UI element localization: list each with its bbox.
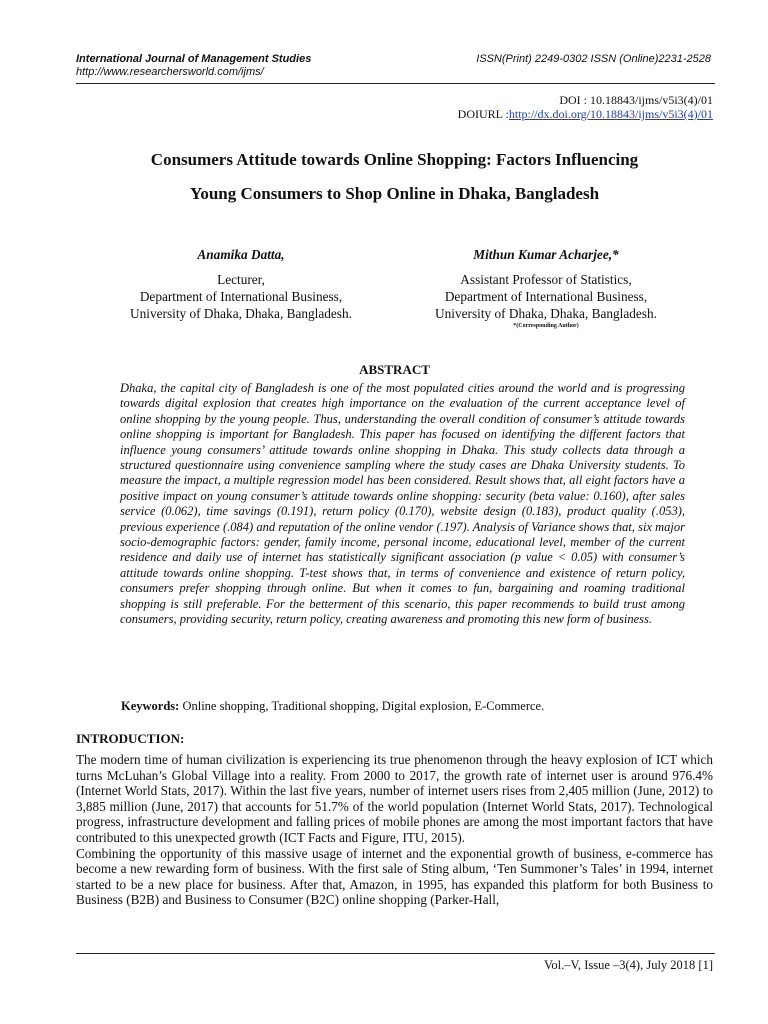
journal-name: International Journal of Management Studies — [76, 53, 312, 65]
footer-divider — [76, 953, 715, 954]
keywords — [121, 699, 544, 714]
header-divider — [76, 83, 715, 84]
author-dept: Department of International Business, — [444, 289, 648, 304]
author-name: Mithun Kumar Acharjee,* — [473, 247, 619, 262]
introduction-body — [76, 752, 713, 908]
journal-url[interactable]: http://www.researchersworld.com/ijms/ — [76, 66, 264, 78]
author-block — [100, 246, 382, 322]
title-line-1: Consumers Attitude towards Online Shopping: Factors Influencing — [150, 150, 639, 169]
doi-url-line — [458, 107, 713, 122]
author-role: Lecturer, — [217, 272, 265, 287]
author-name: Anamika Datta, — [197, 247, 285, 262]
author-block — [412, 246, 680, 330]
paragraph: The modern time of human civilization is experiencing its true phenomenon through the heavy explosion of ICT which turns McLuhan’s Global Village into a reality. From 2000 to 2017, the growth rate of internet user is around 976.4% (Internet World Stats, 2017). Within the last five years, number of internet users rises from 2,405 million (June, 2012) to 3,885 million (June, 2017) that accounts for 51.7% of the world population (Internet World Stats, 2017). Technological progress, infrastructure development and falling prices of mobile phones are among the most important factors that have contributed to this unexpected growth (ICT Facts and Figure, ITU, 2015). — [76, 752, 713, 845]
keywords-label: Keywords: — [121, 699, 180, 713]
author-univ: University of Dhaka, Dhaka, Bangladesh. — [435, 306, 657, 321]
paper-title — [76, 143, 713, 211]
author-univ: University of Dhaka, Dhaka, Bangladesh. — [130, 306, 352, 321]
doi-url-link[interactable]: http://dx.doi.org/10.18843/ijms/v5i3(4)/01 — [508, 107, 713, 121]
issn-info: ISSN(Print) 2249-0302 ISSN (Online)2231-2528 — [476, 53, 711, 65]
journal-header — [76, 53, 311, 78]
abstract-text: Dhaka, the capital city of Bangladesh is one of the most populated cities around the world and is progressing towards digital explosion that creates high importance on the evaluation of the current acceptance level of online shopping by the young people. Thus, understanding the overall condition of consumer’s attitude towards online shopping is important for Bangladesh. This paper has focused on identifying the different factors that influence young consumers’ attitude towards online shopping in Dhaka. This study collects data through a structured questionnaire using convenience sampling where the study cases are Dhaka University students. To measure the impact, a multiple regression model has been considered. Result shows that, all eight factors have a positive impact on young consumer’s attitude towards online shopping: security (beta value: 0.160), after sales service (0.062), time savings (0.191), return policy (0.170), website design (0.183), product quality (.053), previous experience (.084) and reputation of the online vendor (.197). Analysis of Variance shows that, six major socio-demographic factors: gender, family income, personal income, educational level, member of the current residence and daily use of internet has statistically significant association (p value < 0.05) with consumer’s attitude towards online shopping. T-test shows that, in terms of convenience and existence of return policy, consumers prefer shopping through online. But when it comes to fun, bargaining and roaming traditional shopping is still preferable. For the betterment of this scenario, this paper recommends to build trust among consumers, providing security, return policy, creating awareness and promoting this new form of business. — [120, 381, 685, 627]
corresponding-author-note: *(Corresponding Author) — [513, 323, 579, 329]
page-footer: Vol.–V, Issue –3(4), July 2018 [1] — [544, 958, 713, 972]
doi-line: DOI : 10.18843/ijms/v5i3(4)/01 — [559, 93, 713, 107]
paragraph: Combining the opportunity of this massive usage of internet and the exponential growth of business, e-commerce has become a new rewarding form of business. With the first sale of Sting album, ‘Ten Summoner’s Tales’ in 1994, internet started to be a new place for business. After that, Amazon, in 1995, has expanded this platform for both Business to Business (B2B) and Business to Consumer (B2C) online shopping (Parker-Hall, — [76, 845, 713, 908]
author-role: Assistant Professor of Statistics, — [460, 272, 632, 287]
abstract-heading: ABSTRACT — [359, 362, 430, 377]
title-line-2: Young Consumers to Shop Online in Dhaka, Bangladesh — [189, 184, 600, 203]
keywords-text: Online shopping, Traditional shopping, Digital explosion, E-Commerce. — [179, 699, 545, 713]
author-dept: Department of International Business, — [139, 289, 343, 304]
introduction-heading: INTRODUCTION: — [76, 731, 185, 746]
doi-url-label: DOIURL : — [457, 107, 509, 121]
